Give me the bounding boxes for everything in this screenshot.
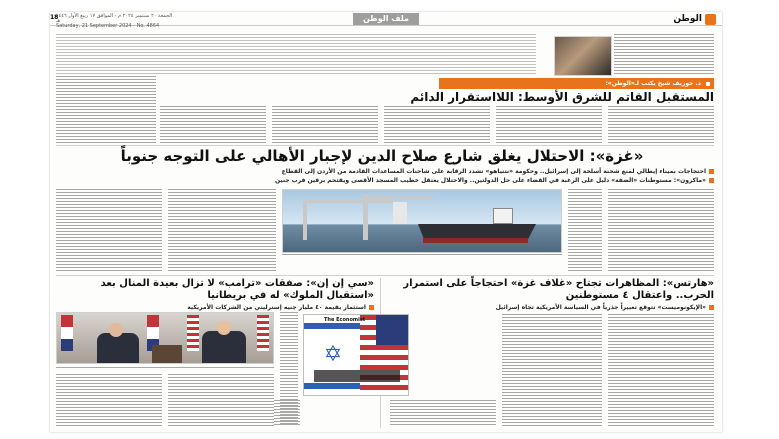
bullet-square-icon [709,178,714,183]
star-of-david-icon: ✡ [323,342,343,367]
poster-label: The Economist [324,317,366,323]
leaders-meeting-photo [56,312,274,364]
section-tag: ملف الوطن [353,13,419,25]
text-column [390,400,496,426]
text-column [502,314,602,426]
text-column [56,189,162,273]
ship-bridge [493,208,513,224]
text-column [608,314,714,426]
text-column [56,76,156,144]
article-left-subhead: استثمار بقيمة ٤٠ مليار جنيه إسترليني من الشركات الأمريكية [56,304,374,311]
article-byline [439,78,714,89]
bullet-square-icon [709,169,714,174]
author-photo [554,36,612,76]
header-whitespace [56,34,536,74]
text-column [608,106,714,144]
economist-cover-image [303,314,409,396]
text-column [168,374,274,426]
article-right-headline: «هارتس»: المظاهرات تجتاح «غلاف غزة» احتجاجاً على استمرار الحرب.. واعتقال ٤ مستوطنين [403,278,714,301]
date-line-arabic: الجمعة ٢٠ سبتمبر ٢٠٢٤ م - الموافق ١٧ ربيع الأول ١٤٤٦ هـ [56,13,173,24]
intro-text [614,34,714,74]
text-column [56,374,162,426]
page-header [50,12,722,29]
byline-text: د. جوزيف شيخ يكتب لـ«الوطن»: [605,80,701,87]
article-left-headline: «سي إن إن»: صفقات «ترامب» لا تزال بعيدة المنال بعد «استقبال الملوك» له في بريطانيا [100,278,374,301]
brand-logo [673,13,716,25]
photo-caption [56,367,274,370]
newspaper-page [50,12,722,432]
main-headline: «غزة»: الاحتلال يغلق شارع صلاح الدين لإجبار الأهالي على التوجه جنوباً [120,147,644,165]
date-line-english: Saturday, 21 September 2024 - No. 4864 [56,23,160,29]
subhead-2: «ماكرون»: مستوطنات «الضفة» دليل على الرغبة في القضاء على حل الدولتين.. والاحتلال يعتقل خطيب المسجد الأقصى ويقتحم برقين قرب جنين [275,177,714,184]
brand-mark-icon [705,14,716,25]
text-column [608,189,714,273]
divider [56,145,714,146]
page-number: 18 [50,14,59,21]
text-column [568,189,602,273]
text-column [272,106,378,144]
text-column [168,189,276,273]
article-headline-top: المستقبل القاتم للشرق الأوسط: اللااستقرار الدائم [410,90,714,104]
date-line [56,14,176,29]
text-column [496,106,602,144]
article-right-subhead: «الإيكونوميست» تتوقع تغييراً جذرياً في السياسة الأمريكية تجاه إسرائيل [496,304,714,311]
brand-name: الوطن [673,14,702,24]
bullet-square-icon [369,305,374,310]
byline-square-icon [706,82,710,86]
text-column [274,400,300,426]
divider [56,275,714,276]
subhead-1: احتجاجات بميناء إيطالي لمنع شحنة أسلحة إلى إسرائيل.. وحكومة «نتنياهو» تشدد الرقابة على شاحنات المساعدات القادمة من الأردن إلى القطاع [282,168,714,175]
cargo-ship-photo [282,189,562,253]
bullet-square-icon [709,305,714,310]
text-column [160,106,266,144]
photo-caption [282,254,562,257]
text-column [384,106,490,144]
